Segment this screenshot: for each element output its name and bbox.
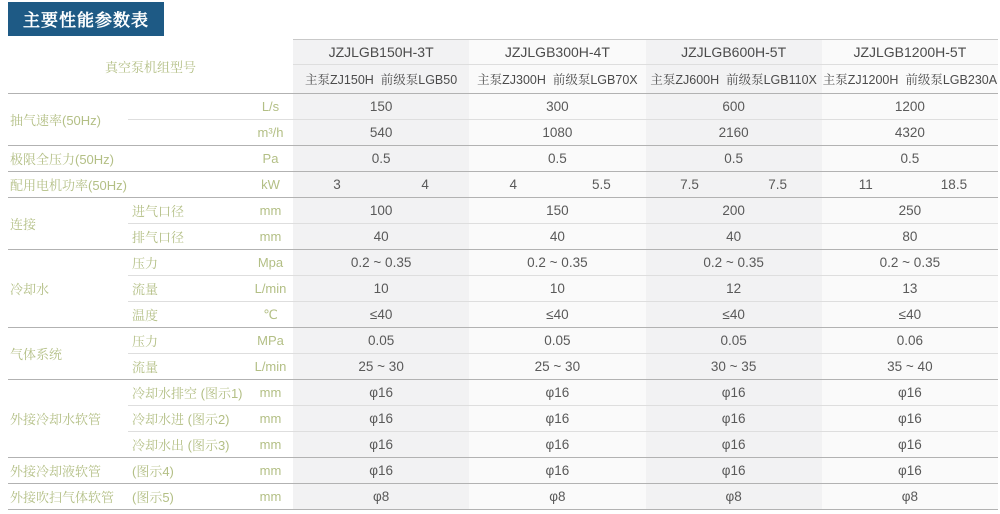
value-cell: 0.5 bbox=[646, 146, 822, 172]
row-sublabel: (图示4) bbox=[128, 458, 248, 484]
value-cell: φ16 bbox=[646, 406, 822, 432]
row-unit: mm bbox=[248, 224, 293, 250]
value: 11 bbox=[858, 177, 873, 192]
value-cell: 100 bbox=[293, 198, 469, 224]
row-unit: mm bbox=[248, 458, 293, 484]
value: 3 bbox=[333, 177, 341, 192]
value-cell: φ8 bbox=[293, 484, 469, 510]
row-sublabel: 进气口径 bbox=[128, 198, 248, 224]
value-cell: φ16 bbox=[822, 380, 998, 406]
value-cell: 0.05 bbox=[469, 328, 645, 354]
value-cell: 1080 bbox=[469, 120, 645, 146]
pump-subheader: 主泵ZJ1200H 前级泵LGB230A bbox=[822, 65, 998, 94]
row-unit: L/min bbox=[248, 276, 293, 302]
row-sublabel: (图示5) bbox=[128, 484, 248, 510]
value-cell: 25 ~ 30 bbox=[469, 354, 645, 380]
row-sublabel: 压力 bbox=[128, 250, 248, 276]
group-label: 抽气速率(50Hz) bbox=[8, 94, 128, 146]
value-cell: φ16 bbox=[822, 458, 998, 484]
value-cell: φ16 bbox=[822, 406, 998, 432]
row-unit: mm bbox=[248, 406, 293, 432]
pump-subheader: 主泵ZJ300H 前级泵LGB70X bbox=[469, 65, 645, 94]
value-cell: φ16 bbox=[293, 406, 469, 432]
row-sublabel: 流量 bbox=[128, 276, 248, 302]
value-cell: 40 bbox=[646, 224, 822, 250]
value-cell: 0.2 ~ 0.35 bbox=[293, 250, 469, 276]
value-cell: 600 bbox=[646, 94, 822, 120]
row-unit: mm bbox=[248, 380, 293, 406]
value-cell: φ8 bbox=[646, 484, 822, 510]
value-cell: 10 bbox=[469, 276, 645, 302]
group-label: 外接冷却液软管 bbox=[8, 458, 128, 484]
value-cell: 0.05 bbox=[293, 328, 469, 354]
model-header: JZJLGB1200H-5T bbox=[822, 39, 998, 65]
row-sublabel: 冷却水进 (图示2) bbox=[128, 406, 248, 432]
value-cell: φ8 bbox=[822, 484, 998, 510]
value-cell: φ16 bbox=[646, 380, 822, 406]
value-cell: ≤40 bbox=[822, 302, 998, 328]
value-cell: φ16 bbox=[469, 458, 645, 484]
table-corner-label: 真空泵机组型号 bbox=[8, 39, 293, 94]
value-cell: 150 bbox=[469, 198, 645, 224]
row-sublabel bbox=[128, 120, 248, 146]
value-cell: 0.5 bbox=[293, 146, 469, 172]
pump-subheader: 主泵ZJ600H 前级泵LGB110X bbox=[646, 65, 822, 94]
value-cell: 25 ~ 30 bbox=[293, 354, 469, 380]
value-cell: 13 bbox=[822, 276, 998, 302]
value-cell: 540 bbox=[293, 120, 469, 146]
row-unit: MPa bbox=[248, 328, 293, 354]
model-header: JZJLGB600H-5T bbox=[646, 39, 822, 65]
group-label: 外接冷却水软管 bbox=[8, 380, 128, 458]
value-cell: 0.06 bbox=[822, 328, 998, 354]
value-cell: 4320 bbox=[822, 120, 998, 146]
value-cell: ≤40 bbox=[293, 302, 469, 328]
value-cell: ≤40 bbox=[469, 302, 645, 328]
value-cell bbox=[646, 172, 822, 198]
row-unit: kW bbox=[248, 172, 293, 198]
value-cell: 2160 bbox=[646, 120, 822, 146]
value: 7.5 bbox=[768, 177, 788, 192]
value-cell: φ16 bbox=[469, 380, 645, 406]
value-cell: 35 ~ 40 bbox=[822, 354, 998, 380]
value-cell: 300 bbox=[469, 94, 645, 120]
value-cell: 80 bbox=[822, 224, 998, 250]
value-cell: 1200 bbox=[822, 94, 998, 120]
value-cell: φ16 bbox=[469, 432, 645, 458]
value-cell: 0.05 bbox=[646, 328, 822, 354]
row-unit: L/s bbox=[248, 94, 293, 120]
row-unit: mm bbox=[248, 198, 293, 224]
value-cell: φ16 bbox=[293, 458, 469, 484]
value-cell: 40 bbox=[469, 224, 645, 250]
row-unit: m³/h bbox=[248, 120, 293, 146]
row-unit: L/min bbox=[248, 354, 293, 380]
value-cell: φ8 bbox=[469, 484, 645, 510]
row-sublabel: 温度 bbox=[128, 302, 248, 328]
row-unit: ℃ bbox=[248, 302, 293, 328]
value-cell: 150 bbox=[293, 94, 469, 120]
value-cell: φ16 bbox=[469, 406, 645, 432]
row-sublabel: 冷却水出 (图示3) bbox=[128, 432, 248, 458]
group-label: 连接 bbox=[8, 198, 128, 250]
model-header: JZJLGB300H-4T bbox=[469, 39, 645, 65]
spec-table bbox=[8, 39, 998, 510]
value-cell: 250 bbox=[822, 198, 998, 224]
value-cell: 0.5 bbox=[822, 146, 998, 172]
value-cell: 0.2 ~ 0.35 bbox=[646, 250, 822, 276]
value-cell: φ16 bbox=[646, 432, 822, 458]
value-cell: 10 bbox=[293, 276, 469, 302]
value-cell bbox=[822, 172, 998, 198]
row-sublabel: 排气口径 bbox=[128, 224, 248, 250]
model-header: JZJLGB150H-3T bbox=[293, 39, 469, 65]
value-cell: ≤40 bbox=[646, 302, 822, 328]
row-unit: Pa bbox=[248, 146, 293, 172]
value-cell: φ16 bbox=[646, 458, 822, 484]
row-unit: mm bbox=[248, 484, 293, 510]
value-cell bbox=[293, 172, 469, 198]
value-cell: φ16 bbox=[293, 380, 469, 406]
value: 4 bbox=[421, 177, 429, 192]
value-cell: φ16 bbox=[822, 432, 998, 458]
value-cell: 40 bbox=[293, 224, 469, 250]
value: 7.5 bbox=[680, 177, 699, 192]
group-label: 极限全压力(50Hz) bbox=[8, 146, 248, 172]
row-sublabel bbox=[128, 94, 248, 120]
value-cell: 0.2 ~ 0.35 bbox=[469, 250, 645, 276]
row-sublabel: 压力 bbox=[128, 328, 248, 354]
page-title: 主要性能参数表 bbox=[8, 2, 164, 36]
value-cell: 30 ~ 35 bbox=[646, 354, 822, 380]
value-cell: 0.2 ~ 0.35 bbox=[822, 250, 998, 276]
value: 5.5 bbox=[592, 177, 611, 192]
group-label: 外接吹扫气体软管 bbox=[8, 484, 128, 510]
value-cell: φ16 bbox=[293, 432, 469, 458]
value-cell: 200 bbox=[646, 198, 822, 224]
row-unit: mm bbox=[248, 432, 293, 458]
group-label: 冷却水 bbox=[8, 250, 128, 328]
group-label: 配用电机功率(50Hz) bbox=[8, 172, 248, 198]
value: 4 bbox=[509, 177, 518, 192]
value-cell bbox=[469, 172, 645, 198]
value-cell: 12 bbox=[646, 276, 822, 302]
row-unit: Mpa bbox=[248, 250, 293, 276]
value-cell: 0.5 bbox=[469, 146, 645, 172]
value: 18.5 bbox=[940, 177, 968, 192]
row-sublabel: 冷却水排空 (图示1) bbox=[128, 380, 248, 406]
pump-subheader: 主泵ZJ150H 前级泵LGB50 bbox=[293, 65, 469, 94]
group-label: 气体系统 bbox=[8, 328, 128, 380]
row-sublabel: 流量 bbox=[128, 354, 248, 380]
